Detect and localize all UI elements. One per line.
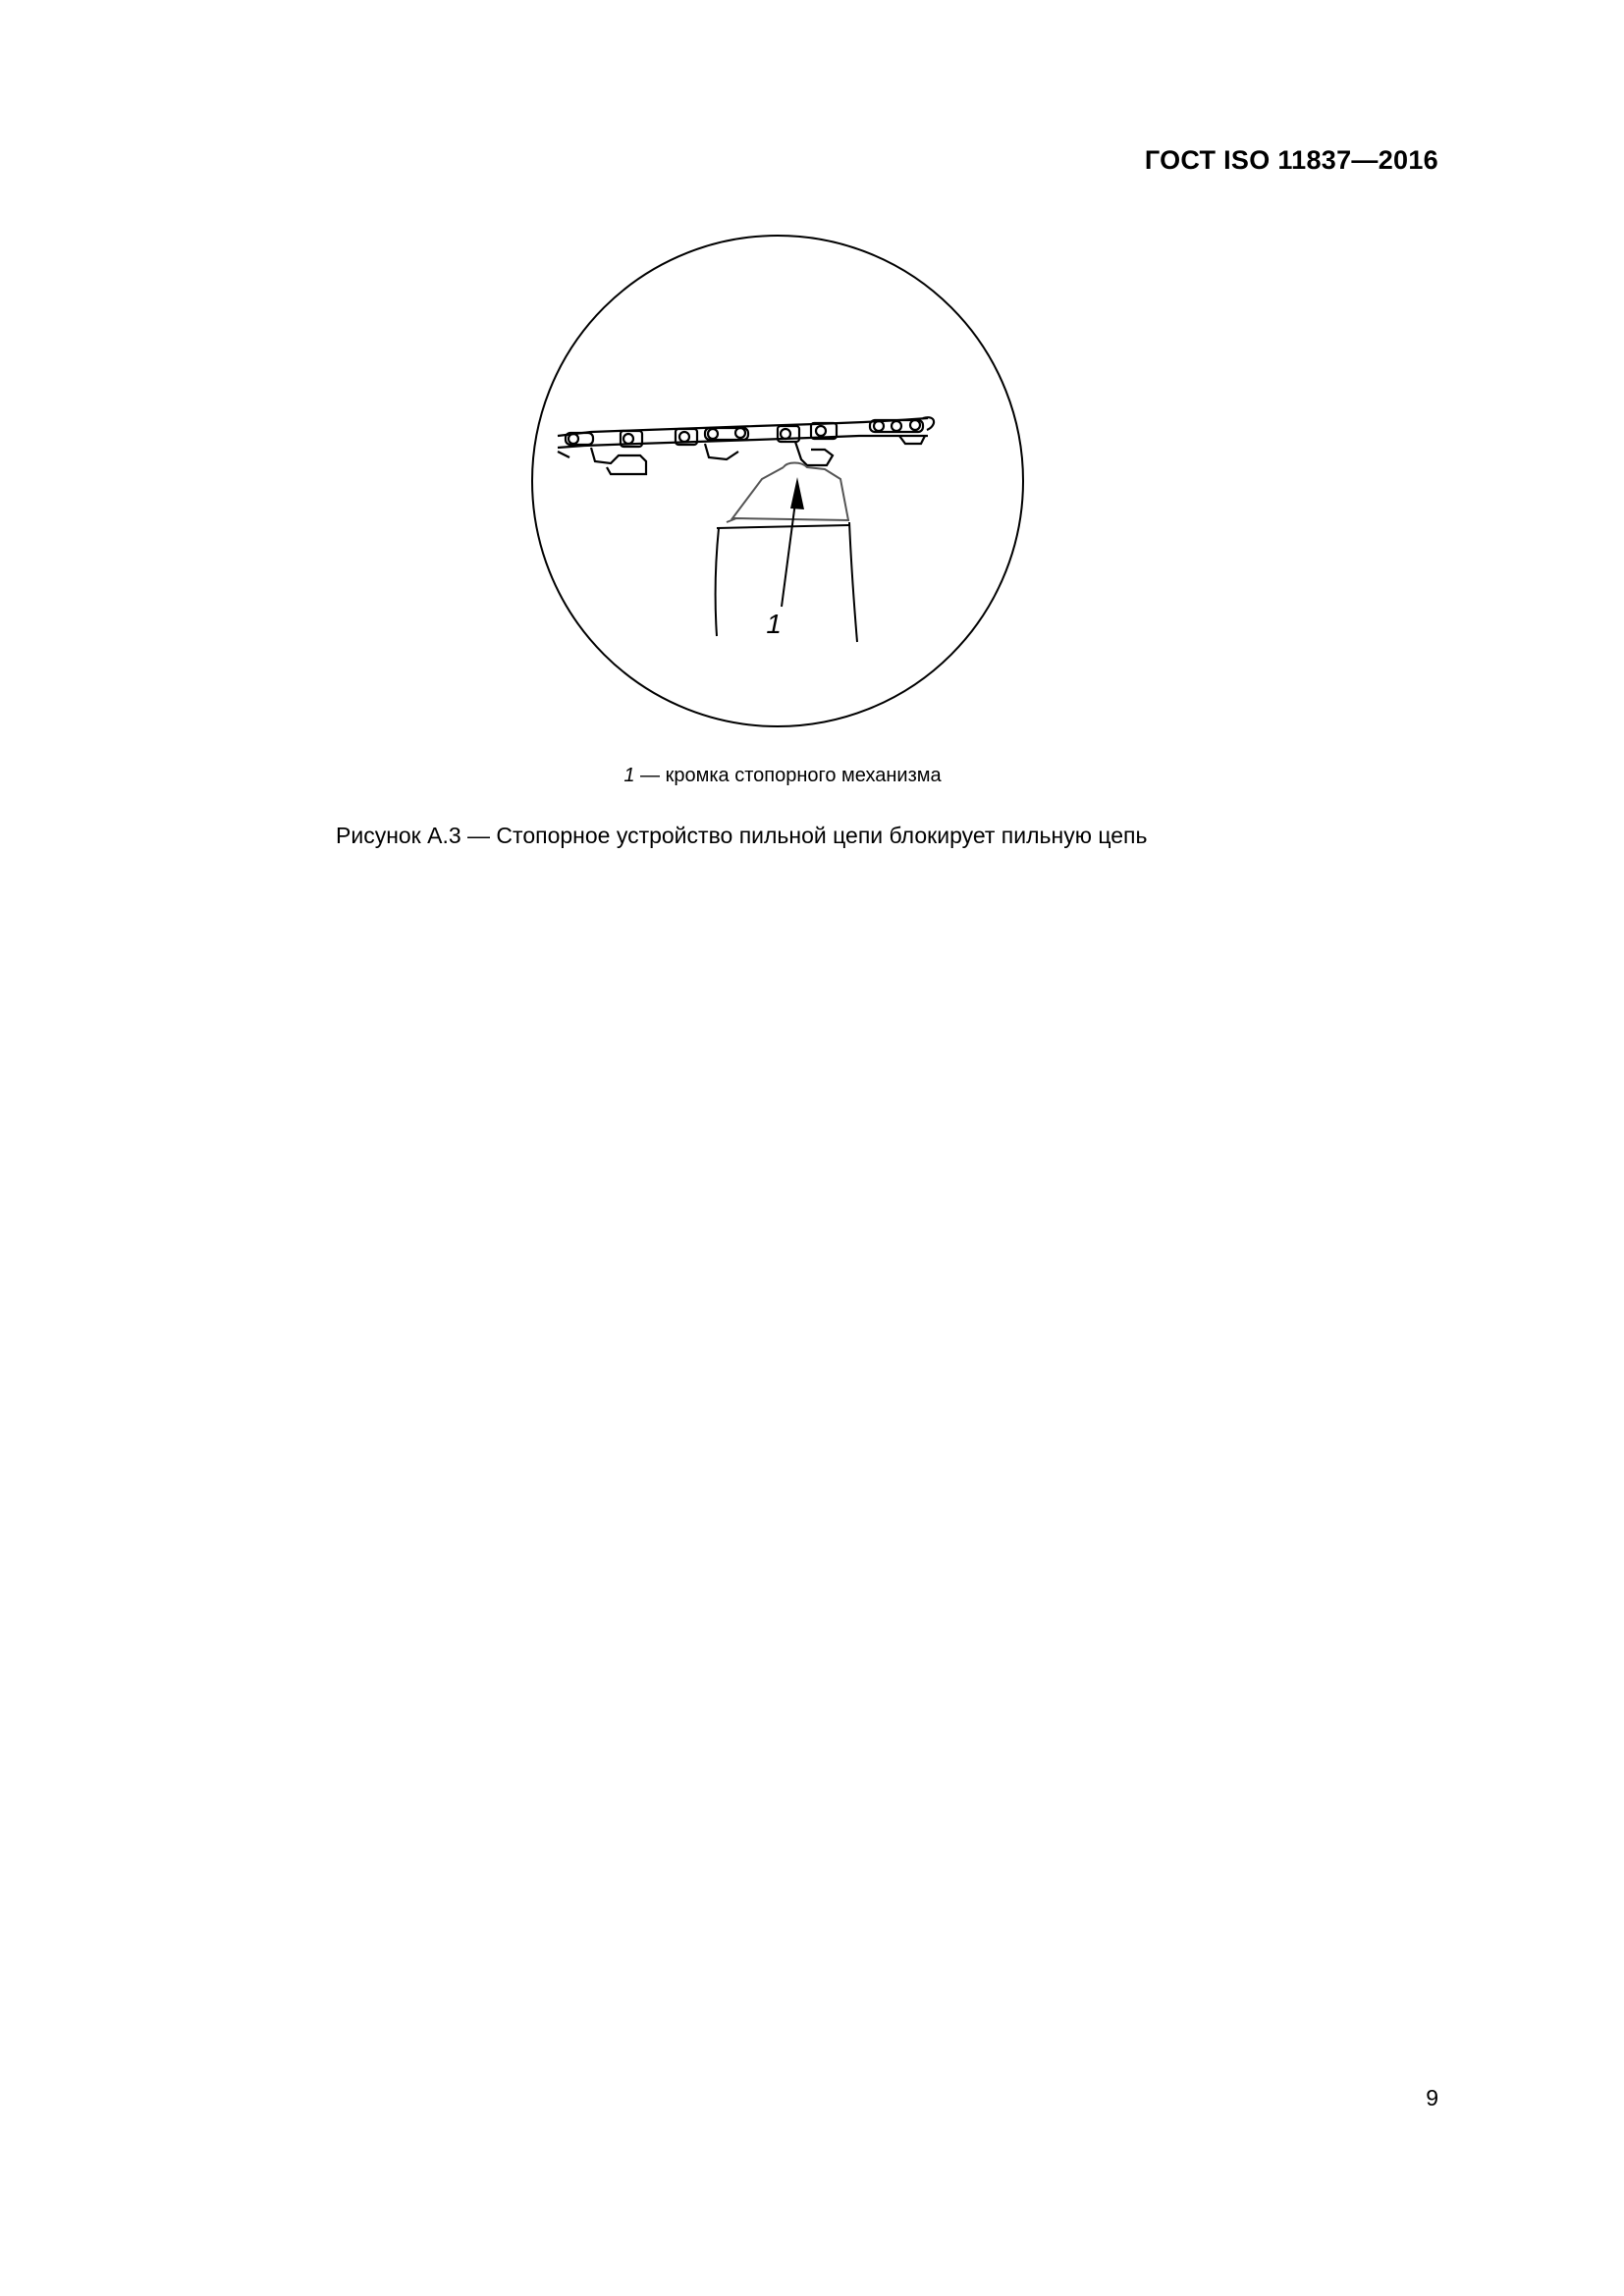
callout-label: 1 — [766, 609, 782, 639]
legend-text: — кромка стопорного механизма — [634, 765, 942, 786]
callout-arrow — [782, 477, 804, 607]
figure-saw-chain-catcher — [530, 234, 1026, 729]
standard-code-header: ГОСТ ISO 11837—2016 — [1144, 145, 1438, 175]
figure-legend — [0, 765, 1595, 787]
support-bar — [716, 522, 857, 642]
magnifier-circle — [532, 236, 1023, 726]
legend-number: 1 — [623, 765, 635, 786]
figure-caption: Рисунок А.3 — Стопорное устройство пильной цепи блокирует пильную цепь — [336, 823, 1148, 848]
chain-catcher — [727, 463, 849, 523]
saw-chain-catcher-diagram-icon — [530, 234, 1026, 729]
page-number: 9 — [1426, 2085, 1438, 2110]
saw-chain — [558, 417, 934, 474]
